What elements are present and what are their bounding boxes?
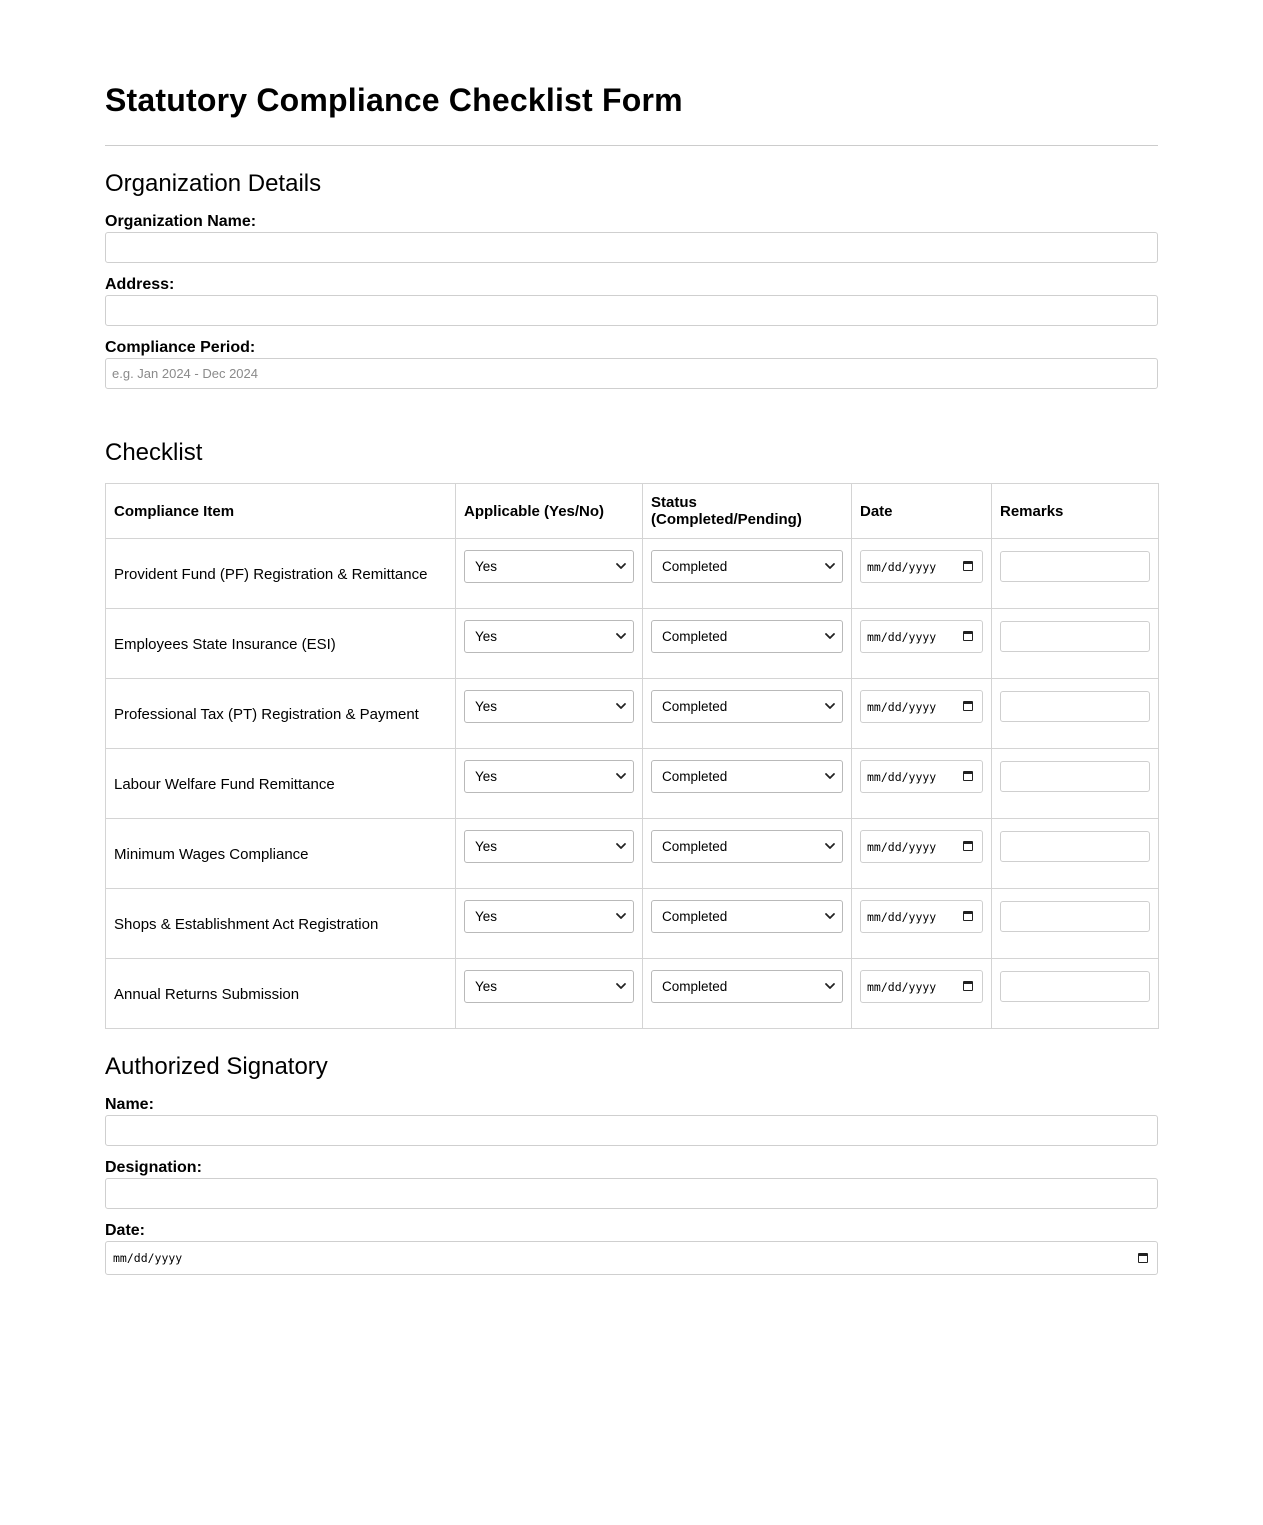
organization-name-input[interactable] xyxy=(105,232,1158,263)
chevron-down-icon xyxy=(615,559,627,573)
table-row xyxy=(106,889,1159,959)
date-cell xyxy=(852,889,992,959)
chevron-down-icon xyxy=(615,909,627,923)
applicable-select[interactable] xyxy=(464,550,634,583)
date-cell xyxy=(852,819,992,889)
status-select[interactable] xyxy=(651,760,843,793)
remarks-input[interactable] xyxy=(1000,971,1150,1002)
column-header-compliance-item: Compliance Item xyxy=(106,484,456,539)
date-cell xyxy=(852,679,992,749)
chevron-down-icon xyxy=(824,909,836,923)
calendar-icon[interactable] xyxy=(963,701,973,711)
compliance-item-cell xyxy=(106,609,456,679)
calendar-icon[interactable] xyxy=(963,561,973,571)
signatory-name-label: Name: xyxy=(105,1096,154,1113)
status-select-value: Completed xyxy=(662,979,728,994)
chevron-down-icon xyxy=(615,699,627,713)
applicable-select-value: Yes xyxy=(475,909,498,924)
chevron-down-icon xyxy=(615,769,627,783)
row-date-input[interactable] xyxy=(860,760,983,793)
compliance-period-input[interactable] xyxy=(105,358,1158,389)
status-cell xyxy=(643,539,852,609)
compliance-item-cell xyxy=(106,889,456,959)
status-cell xyxy=(643,679,852,749)
calendar-icon[interactable] xyxy=(963,841,973,851)
applicable-select-value: Yes xyxy=(475,769,498,784)
row-date-input[interactable] xyxy=(860,550,983,583)
chevron-down-icon xyxy=(824,769,836,783)
compliance-item-label: Professional Tax (PT) Registration & Payment xyxy=(114,706,419,723)
chevron-down-icon xyxy=(824,699,836,713)
status-cell xyxy=(643,889,852,959)
status-cell xyxy=(643,749,852,819)
remarks-input[interactable] xyxy=(1000,551,1150,582)
applicable-cell xyxy=(456,819,643,889)
signatory-date-value: mm/dd/yyyy xyxy=(113,1251,183,1265)
row-date-value: mm/dd/yyyy xyxy=(867,700,937,714)
row-date-value: mm/dd/yyyy xyxy=(867,910,937,924)
authorized-signatory-heading: Authorized Signatory xyxy=(105,1053,328,1080)
chevron-down-icon xyxy=(824,629,836,643)
row-date-input[interactable] xyxy=(860,900,983,933)
date-cell xyxy=(852,959,992,1029)
status-cell xyxy=(643,959,852,1029)
row-date-input[interactable] xyxy=(860,620,983,653)
status-select-value: Completed xyxy=(662,909,728,924)
applicable-select[interactable] xyxy=(464,620,634,653)
remarks-input[interactable] xyxy=(1000,831,1150,862)
chevron-down-icon xyxy=(824,559,836,573)
compliance-item-label: Minimum Wages Compliance xyxy=(114,846,309,863)
status-select[interactable] xyxy=(651,690,843,723)
compliance-item-label: Labour Welfare Fund Remittance xyxy=(114,776,335,793)
table-row xyxy=(106,959,1159,1029)
status-cell xyxy=(643,609,852,679)
applicable-select[interactable] xyxy=(464,760,634,793)
column-header-date: Date xyxy=(852,484,992,539)
signatory-date-input[interactable] xyxy=(105,1241,1158,1275)
designation-input[interactable] xyxy=(105,1178,1158,1209)
status-select-value: Completed xyxy=(662,629,728,644)
address-input[interactable] xyxy=(105,295,1158,326)
signatory-name-input[interactable] xyxy=(105,1115,1158,1146)
applicable-select-value: Yes xyxy=(475,699,498,714)
signatory-date-label: Date: xyxy=(105,1222,146,1239)
compliance-item-cell xyxy=(106,959,456,1029)
row-date-input[interactable] xyxy=(860,690,983,723)
chevron-down-icon xyxy=(615,979,627,993)
compliance-item-label: Provident Fund (PF) Registration & Remittance xyxy=(114,566,428,583)
compliance-item-label: Shops & Establishment Act Registration xyxy=(114,916,379,933)
applicable-cell xyxy=(456,679,643,749)
organization-details-heading: Organization Details xyxy=(105,170,322,197)
applicable-select-value: Yes xyxy=(475,979,498,994)
row-date-value: mm/dd/yyyy xyxy=(867,840,937,854)
status-cell xyxy=(643,819,852,889)
compliance-item-label: Employees State Insurance (ESI) xyxy=(114,636,336,653)
row-date-value: mm/dd/yyyy xyxy=(867,560,937,574)
compliance-item-cell xyxy=(106,679,456,749)
date-cell xyxy=(852,539,992,609)
compliance-period-label: Compliance Period: xyxy=(105,339,256,356)
table-row xyxy=(106,539,1159,609)
date-cell xyxy=(852,749,992,819)
status-select[interactable] xyxy=(651,970,843,1003)
status-select-value: Completed xyxy=(662,769,728,784)
remarks-input[interactable] xyxy=(1000,901,1150,932)
remarks-cell xyxy=(992,679,1159,749)
status-select-value: Completed xyxy=(662,559,728,574)
table-row xyxy=(106,819,1159,889)
applicable-select-value: Yes xyxy=(475,839,498,854)
remarks-cell xyxy=(992,959,1159,1029)
applicable-select[interactable] xyxy=(464,900,634,933)
compliance-item-label: Annual Returns Submission xyxy=(114,986,300,1003)
applicable-select-value: Yes xyxy=(475,629,498,644)
status-select-value: Completed xyxy=(662,699,728,714)
chevron-down-icon xyxy=(824,839,836,853)
remarks-cell xyxy=(992,889,1159,959)
calendar-icon[interactable] xyxy=(963,771,973,781)
status-select[interactable] xyxy=(651,900,843,933)
applicable-cell xyxy=(456,539,643,609)
status-select-value: Completed xyxy=(662,839,728,854)
applicable-cell xyxy=(456,889,643,959)
applicable-select[interactable] xyxy=(464,690,634,723)
table-header-row xyxy=(106,484,1159,539)
checklist-heading: Checklist xyxy=(105,439,203,466)
remarks-cell xyxy=(992,749,1159,819)
calendar-icon[interactable] xyxy=(963,981,973,991)
chevron-down-icon xyxy=(615,839,627,853)
row-date-value: mm/dd/yyyy xyxy=(867,770,937,784)
applicable-select[interactable] xyxy=(464,830,634,863)
row-date-input[interactable] xyxy=(860,830,983,863)
remarks-input[interactable] xyxy=(1000,761,1150,792)
checklist-table xyxy=(105,483,1159,1029)
compliance-item-cell xyxy=(106,749,456,819)
chevron-down-icon xyxy=(615,629,627,643)
remarks-cell xyxy=(992,609,1159,679)
status-select[interactable] xyxy=(651,620,843,653)
table-row xyxy=(106,679,1159,749)
row-date-value: mm/dd/yyyy xyxy=(867,630,937,644)
page-title: Statutory Compliance Checklist Form xyxy=(105,82,683,118)
organization-name-label: Organization Name: xyxy=(105,213,257,230)
calendar-icon[interactable] xyxy=(963,631,973,641)
remarks-cell xyxy=(992,539,1159,609)
status-select[interactable] xyxy=(651,830,843,863)
chevron-down-icon xyxy=(824,979,836,993)
applicable-cell xyxy=(456,959,643,1029)
row-date-input[interactable] xyxy=(860,970,983,1003)
date-cell xyxy=(852,609,992,679)
table-row xyxy=(106,749,1159,819)
applicable-cell xyxy=(456,609,643,679)
checklist-body xyxy=(106,539,1159,1029)
row-date-value: mm/dd/yyyy xyxy=(867,980,937,994)
remarks-input[interactable] xyxy=(1000,621,1150,652)
title-divider xyxy=(105,145,1158,146)
calendar-icon[interactable] xyxy=(1138,1253,1148,1263)
applicable-select-value: Yes xyxy=(475,559,498,574)
column-header-remarks: Remarks xyxy=(992,484,1159,539)
column-header-status: Status (Completed/Pending) xyxy=(643,484,852,539)
compliance-item-cell xyxy=(106,539,456,609)
designation-label: Designation: xyxy=(105,1159,202,1176)
applicable-select[interactable] xyxy=(464,970,634,1003)
compliance-item-cell xyxy=(106,819,456,889)
column-header-applicable: Applicable (Yes/No) xyxy=(456,484,643,539)
table-row xyxy=(106,609,1159,679)
address-label: Address: xyxy=(105,276,175,293)
remarks-input[interactable] xyxy=(1000,691,1150,722)
remarks-cell xyxy=(992,819,1159,889)
applicable-cell xyxy=(456,749,643,819)
calendar-icon[interactable] xyxy=(963,911,973,921)
status-select[interactable] xyxy=(651,550,843,583)
